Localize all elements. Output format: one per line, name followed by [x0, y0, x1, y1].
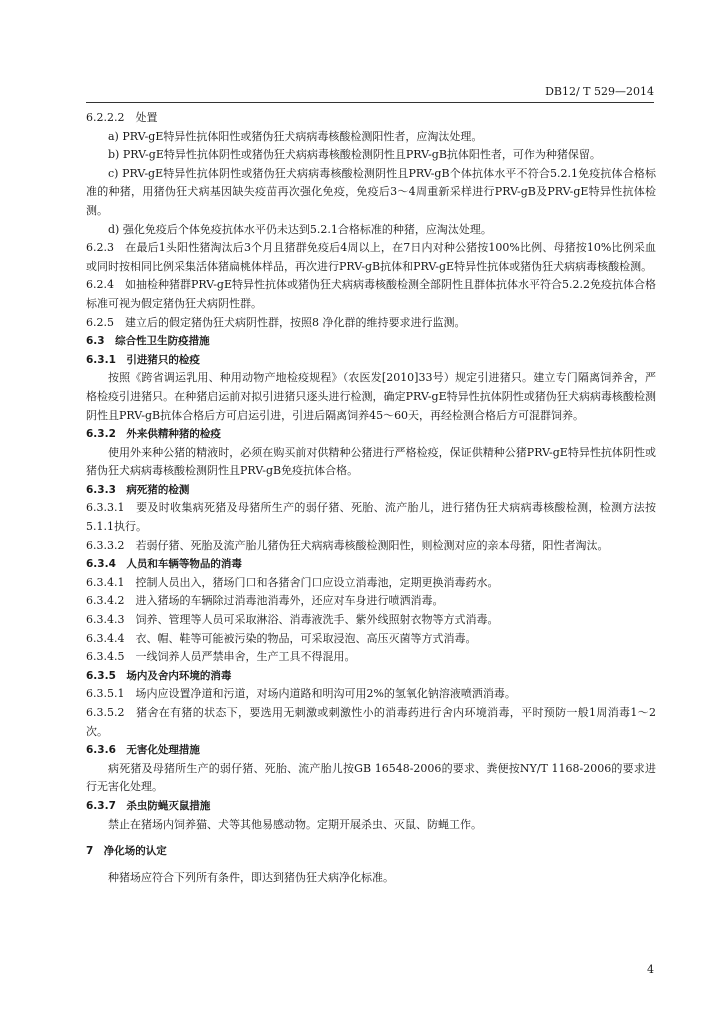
clause-6-2-2-2-heading: 6.2.2.2 处置	[86, 111, 158, 124]
section-heading-6-3-2: 6.3.2 外来供精种猪的检疫	[86, 428, 221, 441]
document-body	[86, 109, 656, 887]
section-heading-6-3-6: 6.3.6 无害化处理措施	[86, 744, 200, 757]
section-heading-7: 7 净化场的认定	[86, 845, 167, 858]
clause-6-3-3-2: 6.3.3.2 若弱仔猪、死胎及流产胎儿猪伪狂犬病病毒核酸检测阳性，则检测对应的亲本母猪，阳性者淘汰。	[86, 538, 609, 552]
clause-6-3-3-1: 6.3.3.1 要及时收集病死猪及母猪所生产的弱仔猪、死胎、流产胎儿，进行猪伪狂犬病病毒核酸检测，检测方法按5.1.1执行。	[86, 501, 656, 534]
clause-6-2-4: 6.2.4 如抽检种猪群PRV-gE特异性抗体或猪伪狂犬病病毒核酸检测全部阴性且群体抗体水平符合5.2.2免疫抗体合格标准可视为假定猪伪狂犬病阴性群。	[86, 278, 656, 310]
clause-item-c: c) PRV-gE特异性抗体阴性或猪伪狂犬病病毒核酸检测阴性且PRV-gB个体抗体水平不符合5.2.1免疫抗体合格标准的种猪，用猪伪狂犬病基因缺失疫苗再次强化免疫，免疫后3～4周重新采样进行PRV-gB及PRV-gE特异性抗体检测。	[86, 166, 657, 217]
section-heading-6-3-5: 6.3.5 场内及舍内环境的消毒	[86, 669, 232, 682]
paragraph-6-3-7: 禁止在猪场内饲养猫、犬等其他易感动物。定期开展杀虫、灭鼠、防蝇工作。	[108, 817, 482, 831]
section-heading-6-3-7: 6.3.7 杀虫防蝇灭鼠措施	[86, 799, 211, 812]
clause-item-b: b) PRV-gE特异性抗体阴性或猪伪狂犬病病毒核酸检测阴性且PRV-gB抗体阳性者，可作为种猪保留。	[108, 148, 601, 162]
clause-item-d: d) 强化免疫后个体免疫抗体水平仍未达到5.2.1合格标准的种猪，应淘汰处理。	[108, 222, 492, 236]
paragraph-6-3-6: 病死猪及母猪所生产的弱仔猪、死胎、流产胎儿按GB 16548-2006的要求、粪便按NY/T 1168-2006的要求进行无害化处理。	[86, 761, 656, 794]
clause-6-2-3: 6.2.3 在最后1头阳性猪淘汰后3个月且猪群免疫后4周以上，在7日内对种公猪按100%比例、母猪按10%比例采血或同时按相同比例采集活体猪扁桃体样品，再次进行PRV-gB抗体和PRV-gE特异性抗体或猪伪狂犬病病毒核酸检测。	[86, 241, 656, 273]
section-heading-6-3-4: 6.3.4 人员和车辆等物品的消毒	[86, 558, 242, 571]
clause-6-3-4-3: 6.3.4.3 饲养、管理等人员可采取淋浴、消毒液洗手、紫外线照射衣物等方式消毒。	[86, 613, 499, 627]
header-divider	[86, 102, 654, 103]
section-heading-6-3-3: 6.3.3 病死猪的检测	[86, 483, 190, 496]
clause-6-2-5: 6.2.5 建立后的假定猪伪狂犬病阴性群，按照8 净化群的维持要求进行监测。	[86, 315, 466, 329]
clause-6-3-5-1: 6.3.5.1 场内应设置净道和污道，对场内道路和明沟可用2%的氢氧化钠溶液喷洒消毒。	[86, 687, 516, 701]
document-code-header: DB12/ T 529—2014	[545, 85, 654, 98]
section-heading-6-3-1: 6.3.1 引进猪只的检疫	[86, 353, 200, 366]
clause-6-3-4-1: 6.3.4.1 控制人员出入，猪场门口和各猪舍门口应设立消毒池，定期更换消毒药水。	[86, 575, 499, 589]
section-heading-6-3: 6.3 综合性卫生防疫措施	[86, 335, 210, 348]
clause-6-3-4-4: 6.3.4.4 衣、帽、鞋等可能被污染的物品，可采取浸泡、高压灭菌等方式消毒。	[86, 631, 477, 645]
clause-6-3-5-2: 6.3.5.2 猪舍在有猪的状态下，要选用无刺激或刺激性小的消毒药进行舍内环境消毒，平时预防一般1周消毒1～2次。	[86, 706, 656, 738]
clause-6-3-4-2: 6.3.4.2 进入猪场的车辆除过消毒池消毒外，还应对车身进行喷洒消毒。	[86, 594, 444, 608]
page-number: 4	[647, 963, 654, 976]
paragraph-6-3-2: 使用外来种公猪的精液时，必须在购买前对供精种公猪进行严格检疫，保证供精种公猪PRV-gE特异性抗体阴性或猪伪狂犬病病毒核酸检测阴性且PRV-gB免疫抗体合格。	[86, 445, 656, 478]
clause-6-3-4-5: 6.3.4.5 一线饲养人员严禁串舍，生产工具不得混用。	[86, 650, 356, 664]
paragraph-7: 种猪场应符合下列所有条件，即达到猪伪狂犬病净化标准。	[108, 870, 394, 884]
clause-item-a: a) PRV-gE特异性抗体阳性或猪伪狂犬病病毒核酸检测阳性者，应淘汰处理。	[108, 129, 483, 143]
paragraph-6-3-1: 按照《跨省调运乳用、种用动物产地检疫规程》（农医发[2010]33号）规定引进猪只。建立专门隔离饲养舍，严格检疫引进猪只。在种猪启运前对拟引进猪只逐头进行检测，确定PRV-gE特异性抗体阴性或猪伪狂犬病病毒核酸检测阴性且PRV-gB抗体合格后方可启运引进，引进后隔离饲养45～60天，再经检测合格后方可混群饲养。	[86, 371, 656, 422]
